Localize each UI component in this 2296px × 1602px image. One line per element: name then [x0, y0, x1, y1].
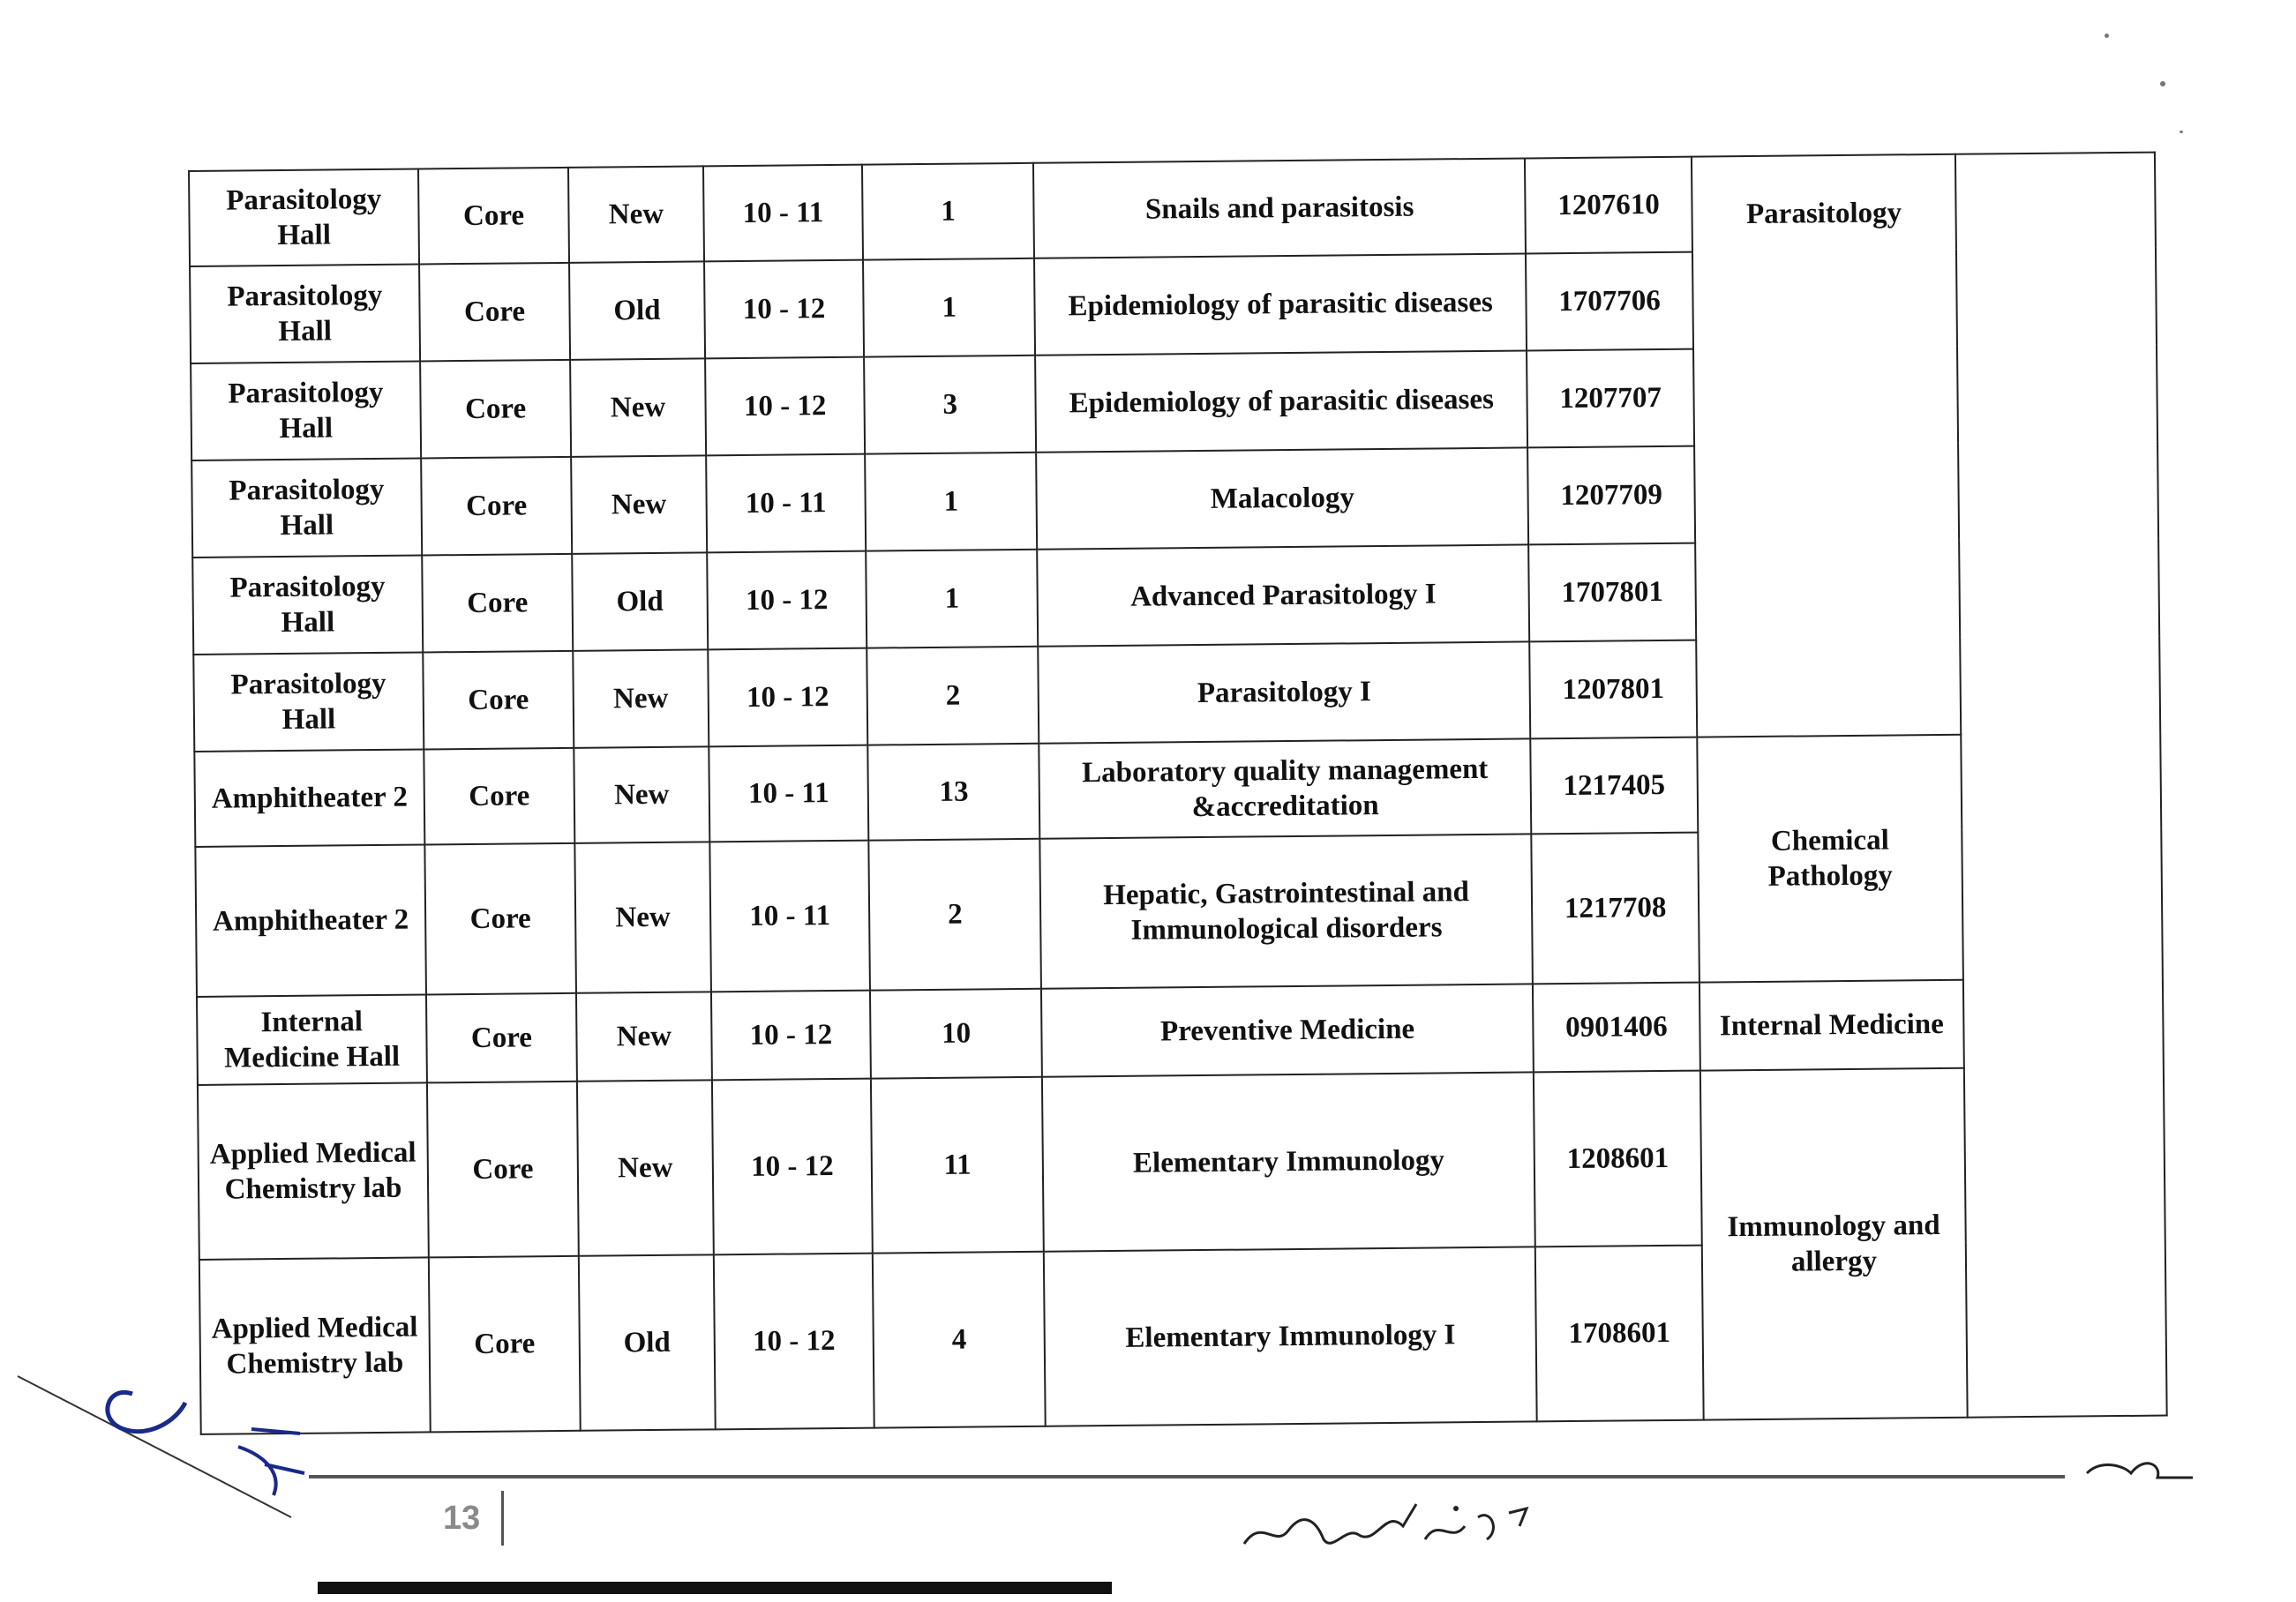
type-cell: Core [419, 263, 570, 362]
scan-speck [2105, 34, 2109, 38]
hall-cell: Parasitology Hall [191, 361, 421, 460]
hall-cell: Parasitology Hall [193, 652, 424, 751]
time-cell: 10 - 11 [709, 841, 870, 992]
time-cell: 10 - 12 [707, 551, 867, 650]
scan-shadow-icon [318, 1570, 1112, 1602]
time-cell: 10 - 12 [714, 1254, 874, 1430]
exam-schedule-table [188, 152, 2168, 1435]
course-cell: Snails and parasitosis [1033, 158, 1526, 258]
scan-speck [2180, 131, 2183, 133]
hall-cell: Applied Medical Chemistry lab [198, 1082, 429, 1259]
scan-speck [2160, 81, 2165, 86]
type-cell: Core [422, 554, 573, 653]
page-number: 13 [443, 1500, 481, 1537]
status-cell: New [574, 746, 709, 842]
table-row [194, 733, 2161, 847]
code-cell: 1207709 [1527, 446, 1695, 545]
type-cell: Core [429, 1256, 581, 1433]
time-cell: 10 - 12 [704, 260, 865, 359]
number-cell: 11 [871, 1077, 1044, 1254]
department-cell: Chemical Pathology [1697, 735, 1963, 983]
hall-cell: Amphitheater 2 [194, 749, 424, 846]
code-cell: 1207610 [1525, 157, 1692, 254]
time-cell: 10 - 11 [706, 454, 867, 553]
code-cell: 1217405 [1530, 737, 1698, 835]
page-number-divider [501, 1491, 504, 1546]
status-cell: New [577, 1080, 714, 1255]
status-cell: Old [572, 552, 708, 650]
type-cell: Core [418, 168, 569, 265]
type-cell: Core [424, 748, 574, 845]
time-cell: 10 - 11 [709, 745, 869, 842]
number-cell: 1 [866, 550, 1038, 648]
status-cell: New [568, 166, 704, 262]
number-cell: 1 [862, 163, 1034, 260]
status-cell: New [573, 649, 709, 747]
hall-cell: Parasitology Hall [191, 458, 422, 557]
department-cell: Parasitology [1692, 154, 1961, 737]
course-cell: Elementary Immunology I [1044, 1246, 1537, 1426]
code-cell: 1707801 [1528, 543, 1696, 642]
time-cell: 10 - 12 [708, 648, 868, 747]
code-cell: 1217708 [1531, 833, 1699, 984]
time-cell: 10 - 12 [705, 357, 866, 456]
type-cell: Core [421, 457, 572, 556]
scan-artifact-icon [0, 1341, 371, 1535]
number-cell: 4 [873, 1252, 1046, 1428]
status-cell: Old [569, 261, 705, 359]
course-cell: Epidemiology of parasitic diseases [1034, 253, 1527, 355]
course-cell: Advanced Parasitology I [1037, 544, 1529, 646]
department-cell: Internal Medicine [1699, 980, 1964, 1071]
extra-column-cell [1955, 153, 2167, 1418]
code-cell: 1207707 [1527, 349, 1694, 448]
hall-cell: Parasitology Hall [189, 168, 419, 266]
hall-cell: Parasitology Hall [192, 555, 423, 654]
status-cell: New [574, 842, 710, 992]
code-cell: 1208601 [1534, 1071, 1702, 1247]
status-cell: Old [579, 1254, 716, 1430]
signature-icon [1235, 1491, 1553, 1561]
number-cell: 13 [868, 744, 1040, 841]
code-cell: 1207801 [1529, 640, 1697, 739]
schedule-table-wrapper [188, 152, 2168, 1435]
time-cell: 10 - 12 [712, 1079, 873, 1255]
hall-cell: Parasitology Hall [190, 264, 420, 363]
status-cell: New [576, 992, 712, 1081]
status-cell: New [570, 358, 706, 456]
number-cell: 10 [870, 989, 1042, 1079]
department-cell: Immunology and allergy [1700, 1068, 1968, 1420]
code-cell: 1707706 [1526, 252, 1693, 351]
course-cell: Parasitology I [1038, 641, 1530, 743]
time-cell: 10 - 11 [703, 165, 864, 262]
type-cell: Core [423, 651, 574, 750]
time-cell: 10 - 12 [711, 991, 871, 1081]
table-row [198, 1067, 2165, 1260]
status-cell: New [571, 455, 707, 553]
number-cell: 3 [864, 356, 1036, 454]
code-cell: 1708601 [1535, 1246, 1704, 1422]
number-cell: 2 [869, 839, 1042, 991]
code-cell: 0901406 [1533, 983, 1700, 1073]
type-cell: Core [426, 993, 577, 1083]
number-cell: 1 [865, 453, 1037, 551]
footer-divider-line [309, 1475, 2065, 1478]
handwritten-mark-icon [2082, 1438, 2197, 1491]
number-cell: 2 [867, 647, 1039, 745]
course-cell: Malacology [1036, 447, 1528, 549]
course-cell: Elementary Immunology [1042, 1072, 1535, 1251]
hall-cell: Internal Medicine Hall [197, 994, 427, 1084]
course-cell: Laboratory quality management &accreditation [1039, 738, 1531, 838]
hall-cell: Amphitheater 2 [195, 844, 426, 996]
hall-cell: Applied Medical Chemistry lab [199, 1257, 431, 1434]
course-cell: Preventive Medicine [1041, 984, 1534, 1076]
type-cell: Core [420, 360, 571, 459]
course-cell: Hepatic, Gastrointestinal and Immunological disorders [1039, 834, 1533, 988]
course-cell: Epidemiology of parasitic diseases [1035, 350, 1527, 452]
type-cell: Core [427, 1082, 579, 1258]
table-row [189, 153, 2156, 266]
type-cell: Core [424, 843, 576, 995]
number-cell: 1 [863, 258, 1035, 357]
